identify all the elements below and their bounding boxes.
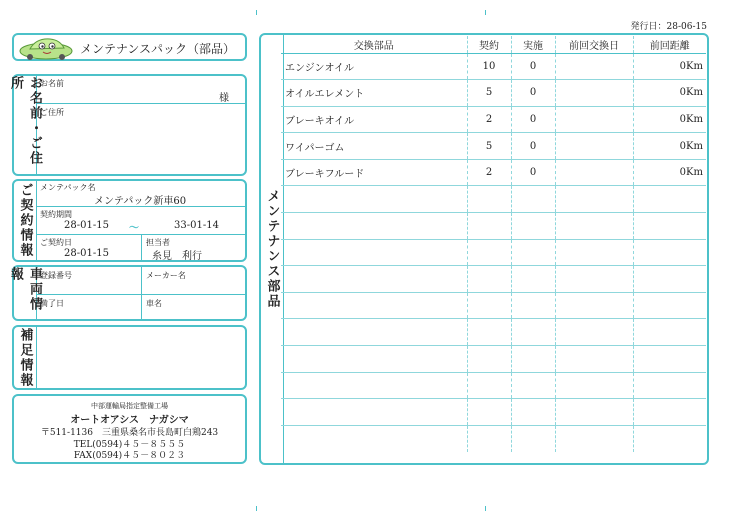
last-km: 0Km [633,159,706,186]
done-count: 0 [511,80,555,107]
registration-label: 登録番号 [40,271,72,280]
table-row [281,292,706,319]
contract-count: 5 [467,133,511,160]
contract-date: 28-01-15 [64,248,109,259]
table-row [281,346,706,373]
table-row [281,399,706,426]
done-count: 0 [511,106,555,133]
divider [36,206,245,207]
column-header-last-date: 前回交換日 [555,36,633,53]
period-end: 33-01-14 [174,220,219,231]
divider [141,267,142,319]
part-name: ワイパーゴム [281,133,467,160]
divider [36,103,245,104]
shop-address: 〒511-1136 三重県桑名市長島町白鶏243 [40,428,219,438]
registration-tick [485,506,486,511]
model-label: 車名 [146,299,162,308]
car-mascot-icon [16,36,76,60]
table-row [281,425,706,452]
last-date [555,159,633,186]
table-row [281,319,706,346]
last-date [555,80,633,107]
shop-tel: TEL(0594)４５－８５５５ [73,440,186,450]
contract-section [12,179,247,262]
supplement-section-label: 補足情報 [14,327,37,388]
done-count: 0 [511,53,555,80]
contract-date-label: ご契約日 [40,238,72,247]
table-header-row [281,36,706,53]
part-name: ブレーキオイル [281,106,467,133]
column-header-contract: 契約 [467,36,511,53]
period-separator: 〜 [129,223,139,234]
period-label: 契約期間 [40,210,72,219]
name-suffix: 様 [219,93,229,104]
issue-date: 発行日：28-06-15 [630,22,707,32]
table-row [281,239,706,266]
supplement-section [12,325,247,390]
parts-table [281,36,706,452]
title-banner [12,33,247,61]
registration-tick [256,10,257,15]
vehicle-section-label: 車両情報 [14,267,37,319]
part-name: エンジンオイル [285,62,354,74]
part-name: オイルエレメント [281,80,467,107]
table-row [281,372,706,399]
contract-count: 10 [467,53,511,80]
parts-section-label: メンテナンス部品 [261,35,284,463]
shop-info [12,394,247,464]
address-label: ご住所 [40,108,64,117]
last-km: 0Km [633,106,706,133]
customer-section-label: お名前・ご住所 [14,76,37,174]
table-row [281,53,706,80]
table-row [281,266,706,293]
staff-name: 糸見 利行 [152,251,202,262]
column-header-part: 交換部品 [281,36,467,53]
last-km: 0Km [633,80,706,107]
shop-certification: 中部運輸局指定整備工場 [91,402,168,410]
divider [141,234,142,260]
table-row [281,213,706,240]
customer-section [8,74,247,176]
table-row [281,159,706,186]
last-km: 0Km [633,133,706,160]
shop-fax: FAX(0594)４５－８０２３ [73,451,186,461]
page-title: メンテナンスパック（部品） [80,42,236,56]
table-row [281,133,706,160]
registration-tick [256,506,257,511]
column-header-last-km: 前回距離 [633,36,706,53]
part-name: ブレーキフルード [281,159,467,186]
pack-name: メンテパック新車60 [94,196,187,207]
last-km: 0Km [633,53,706,80]
expiry-label: 満了日 [40,299,64,308]
done-count: 0 [511,159,555,186]
last-date [555,106,633,133]
last-date [555,133,633,160]
name-label: お名前 [40,79,64,88]
contract-count: 2 [467,159,511,186]
contract-count: 5 [467,80,511,107]
table-row [281,106,706,133]
pack-label: メンテパック名 [40,183,96,192]
table-row [281,80,706,107]
vehicle-section [8,265,247,321]
column-header-done: 実施 [511,36,555,53]
contract-count: 2 [467,106,511,133]
staff-label: 担当者 [146,238,170,247]
divider [36,294,245,295]
last-date [555,53,633,80]
registration-tick [485,10,486,15]
period-start: 28-01-15 [64,220,109,231]
table-row [281,186,706,213]
shop-name: オートオアシス ナガシマ [70,415,189,426]
contract-section-label: ご契約情報 [14,181,37,260]
done-count: 0 [511,133,555,160]
maker-label: メーカー名 [146,271,186,280]
